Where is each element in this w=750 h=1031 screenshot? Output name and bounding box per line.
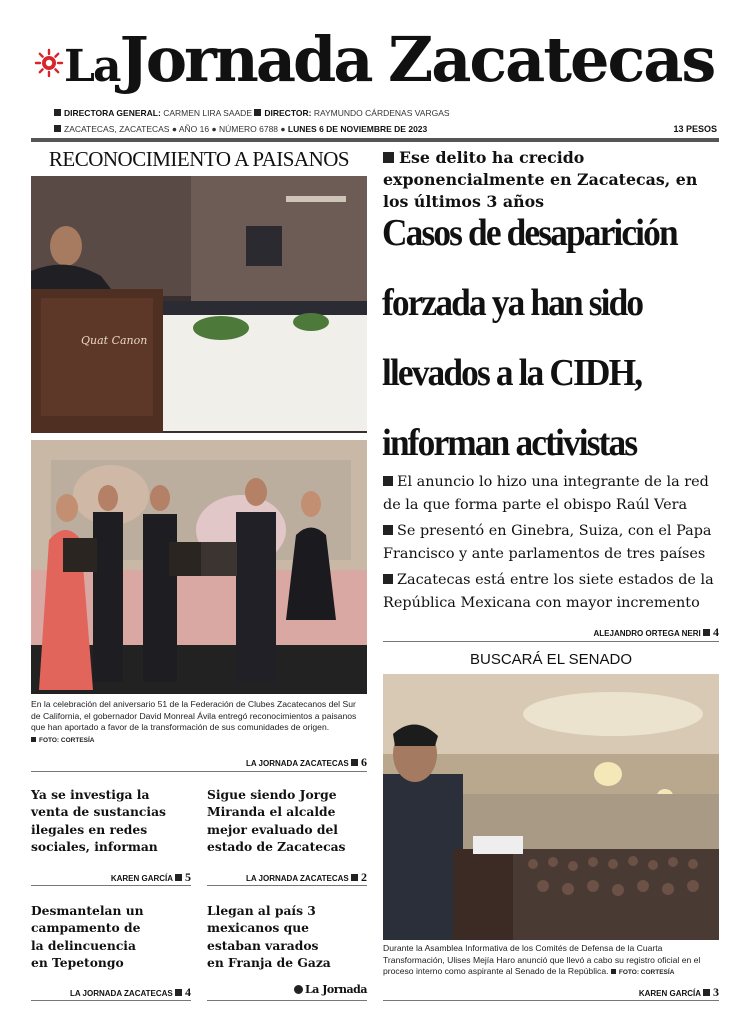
headline-line: informan activistas [382,422,637,464]
divider [383,1000,719,1001]
edition-place: ZACATECAS, ZACATECAS [64,124,170,134]
bullet-square-icon [351,759,358,766]
bullet-square-icon [383,476,393,486]
bullet-text: Se presentó en Ginebra, Suiza, con el Papa Francisco y ante parlamentos de tres países [383,522,712,563]
staff-role: DIRECTOR: [264,108,312,118]
bullet-item [383,471,728,518]
page-ref [70,985,191,1000]
sun-logo-icon [294,985,303,994]
photo-credit: FOTO: CORTESÍA [39,736,95,744]
brief-line: mejor evaluado del [207,821,338,837]
caption-text: En la celebración del aniversario 51 de la Federación de Clubes Zacatecanos del Sur de California, el gobernador David Monreal Ávila entregó reconocimientos a paisanos que han aportado a favor de la transformación de sus comunidades de origen. [31,699,357,732]
divider [31,771,367,772]
ref-page: 6 [361,755,367,769]
brief-line: Llegan al país 3 [207,903,316,918]
sun-logo-icon [34,48,64,78]
bullet-item [383,520,728,567]
bullet-square-icon [254,109,261,116]
photo-credit: FOTO: CORTESÍA [618,969,675,976]
masthead [34,18,724,100]
divider [383,641,719,642]
ref-source: LA JORNADA ZACATECAS [245,759,349,768]
bullet-square-icon [351,874,358,881]
headline-line: llevados a la CIDH, [382,352,642,394]
brief-line: Desmantelan un [31,903,144,918]
edition-date: LUNES 6 DE NOVIEMBRE DE 2023 [287,124,428,134]
staff-role: DIRECTORA GENERAL: [64,108,161,118]
brief-line: venta de sustancias [31,804,166,820]
bullet-square-icon [54,125,61,132]
divider [207,1000,367,1001]
la-jornada-logo [294,983,367,996]
byline: KAREN GARCÍA [638,989,701,998]
edition-number: NÚMERO 6788 [218,124,279,134]
ref-source: LA JORNADA ZACATECAS [245,874,349,883]
brief-line: estaban varados [207,937,319,953]
bullet-square-icon [703,629,710,636]
bullet-square-icon [54,109,61,116]
brief-line: en Tepetongo [31,955,124,971]
ref-page: 5 [185,870,191,884]
brief-line: la delincuencia [31,937,136,953]
brief-line: estado de Zacatecas [207,839,346,855]
photo-assembly-speaker [383,674,719,940]
ref-page: 4 [185,985,191,999]
divider [31,1000,191,1001]
brief-headline[interactable] [207,786,367,856]
masthead-title-jornada: Jornada [119,23,371,96]
bullet-square-icon [383,574,393,584]
section-kicker-senado: BUSCARÁ EL SENADO [470,651,632,668]
brief-line: campamento de [31,920,141,936]
photo-caption [383,943,719,979]
brief-line: Miranda el alcalde [207,804,336,820]
divider [207,885,367,886]
caption-text: Durante la Asamblea Informativa de los Comités de Defensa de la Cuarta Transformación, Ulises Mejía Haro anunció que llevó a cabo su registro oficial en el proceso interno como aspirante al Senado de la República. [383,943,701,976]
main-bullets [383,471,728,617]
logo-text: La Jornada [305,983,367,996]
photo-caption [31,699,367,746]
price: 13 PESOS [673,124,717,134]
edition-line: ZACATECAS, ZACATECAS ● AÑO 16 ● NÚMERO 6788 ● LUNES 6 DE NOVIEMBRE DE 2023 [54,124,427,134]
brief-headline[interactable] [31,902,191,972]
bullet-square-icon [175,874,182,881]
brief-headline[interactable] [31,786,191,856]
section-kicker-paisanos: RECONOCIMIENTO A PAISANOS [48,147,350,171]
staff-line [54,108,450,118]
main-headline[interactable] [382,198,703,478]
ref-page: 3 [713,985,719,999]
brief-line: ilegales en redes [31,821,148,837]
bullet-square-icon [703,989,710,996]
masthead-title-la: La [64,41,120,92]
masthead-title [64,24,371,103]
bullet-square-icon [175,989,182,996]
brief-line: Ya se investiga la [31,787,150,802]
bullet-square-icon [383,152,394,163]
photo-banquet-speaker [31,176,367,433]
bullet-item [383,569,728,616]
page-ref [594,625,720,640]
bullet-square-icon [31,737,36,742]
bullet-square-icon [611,969,616,974]
bullet-text: El anuncio lo hizo una integrante de la red de la que forma parte el obispo Raúl Vera [383,474,709,514]
staff-name: CARMEN LIRA SAADE [163,108,252,118]
photo-award-ceremony [31,440,367,694]
page-ref [111,870,191,885]
ref-page: 2 [361,870,367,884]
brief-line: Sigue siendo Jorge [207,787,337,802]
ref-source: LA JORNADA ZACATECAS [69,989,173,998]
brief-headline[interactable] [207,902,367,972]
divider [31,885,191,886]
page-ref [639,985,719,1000]
staff-name: RAYMUNDO CÁRDENAS VARGAS [313,108,450,118]
ref-source: KAREN GARCÍA [110,874,173,883]
headline-line: Casos de desaparición [382,212,677,254]
masthead-divider [31,138,719,142]
byline: ALEJANDRO ORTEGA NERI [593,629,701,638]
main-kicker-text: Ese delito ha crecido exponencialmente en Zacatecas, en los últimos 3 años [383,148,698,211]
bullet-square-icon [383,525,393,535]
masthead-title-city: Zacatecas [388,23,715,96]
edition-year: AÑO 16 [178,124,210,134]
brief-line: mexicanos que [207,920,310,936]
brief-line: en Franja de Gaza [207,955,331,971]
page-ref [246,870,367,885]
headline-line: forzada ya han sido [382,282,643,324]
brief-line: sociales, informan [31,839,158,855]
page-ref [246,755,367,770]
podium-sign: Quat Canon [81,334,148,347]
ref-page: 4 [713,625,719,639]
bullet-text: Zacatecas está entre los siete estados de la República Mexicana con mayor incremento [383,571,714,612]
